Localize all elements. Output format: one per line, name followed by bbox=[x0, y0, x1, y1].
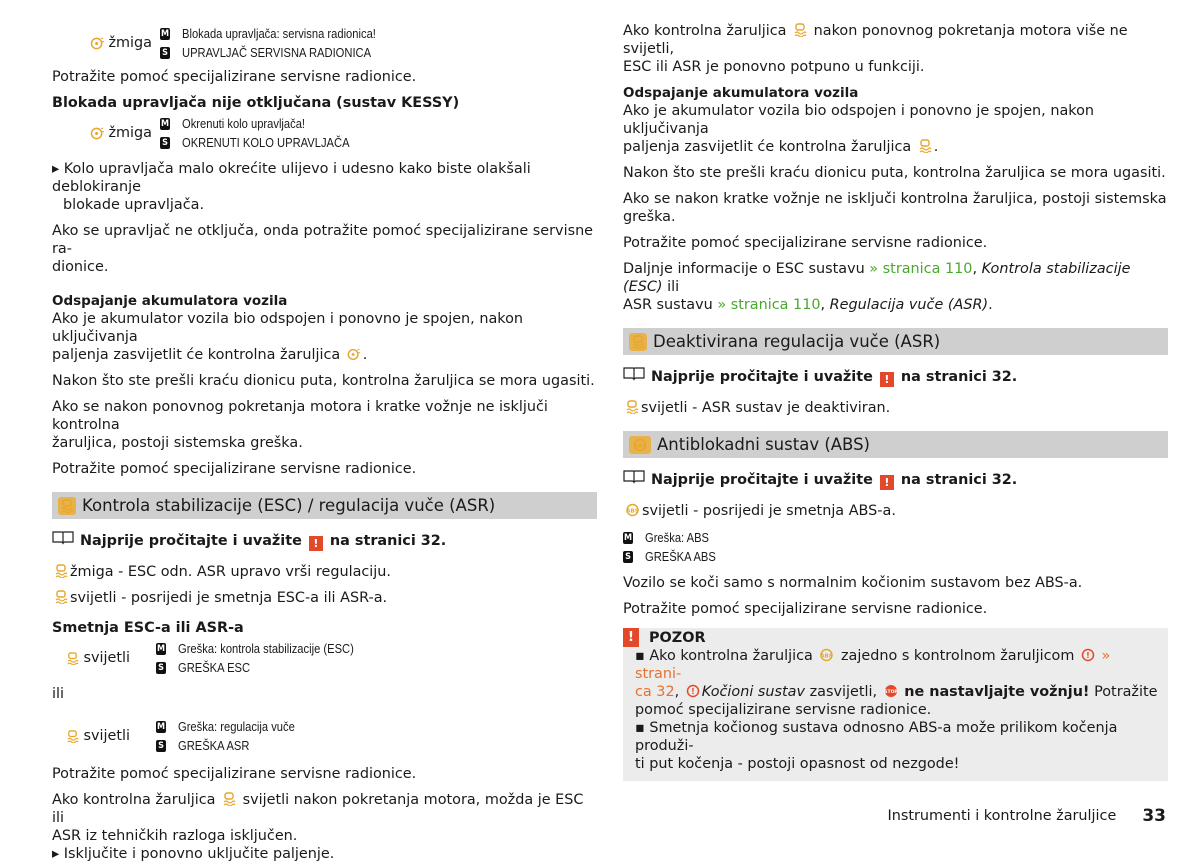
text: Ako se upravljač ne otključa, onda potražite pomoć specijalizirane servisne ra- bbox=[52, 223, 594, 257]
paragraph bbox=[623, 399, 1168, 417]
text: Ako se nakon ponovnog pokretanja motora i kratke vožnje ne isključi kontrolna bbox=[52, 399, 548, 433]
subheading-fault: Smetnja ESC-a ili ASR-a bbox=[52, 620, 244, 636]
warning-icon: ! bbox=[623, 628, 639, 647]
text: Ako kontrolna žaruljica bbox=[623, 23, 787, 39]
warning-title: POZOR bbox=[649, 629, 706, 646]
warning-item bbox=[623, 719, 1168, 773]
text: Potražite bbox=[1094, 684, 1158, 700]
subheading-kessy: Blokada upravljača nije otključana (sustav KESSY) bbox=[52, 95, 460, 111]
text: na stranici 32. bbox=[900, 369, 1018, 385]
read-first-note bbox=[52, 529, 597, 551]
esc-icon bbox=[54, 590, 68, 604]
page-link[interactable]: » strani- bbox=[635, 648, 1111, 682]
warning-header bbox=[623, 628, 1168, 647]
paragraph bbox=[52, 222, 597, 276]
steering-lock-icon bbox=[347, 348, 361, 361]
esc-icon bbox=[58, 497, 76, 515]
section-title: Kontrola stabilizacije (ESC) / regulacija vuče (ASR) bbox=[82, 496, 496, 515]
indicator-state bbox=[52, 650, 130, 666]
paragraph: Ako je akumulator vozila bio odspojen i ponovno je spojen, nakon uključivanja paljenja zasvijetlit će kontrolna žaruljica . bbox=[52, 311, 524, 363]
text: Najprije pročitajte i uvažite bbox=[651, 472, 873, 488]
text: ne nastavljajte vožnju! bbox=[904, 684, 1090, 700]
text: ASR sustavu bbox=[623, 297, 713, 313]
text: blokade upravljača. bbox=[63, 197, 205, 213]
m-badge-icon: M bbox=[623, 532, 633, 543]
right-column bbox=[623, 22, 1168, 781]
indicator-state bbox=[52, 728, 130, 744]
text: Daljnje informacije o ESC sustavu bbox=[623, 261, 865, 277]
abs-icon bbox=[625, 503, 640, 517]
indicator-state-text: žmiga bbox=[108, 125, 152, 141]
paragraph: Potražite pomoć specijalizirane servisne radionice. bbox=[623, 235, 988, 251]
read-first-note bbox=[623, 365, 1168, 387]
asr-off-icon bbox=[629, 333, 647, 351]
paragraph bbox=[623, 190, 1168, 226]
text: dionice. bbox=[52, 259, 109, 275]
esc-icon bbox=[222, 792, 236, 806]
footer-chapter-title: Instrumenti i kontrolne žaruljice bbox=[887, 808, 1117, 824]
asr-off-icon bbox=[625, 400, 639, 414]
left-column bbox=[52, 22, 597, 863]
stop-icon bbox=[884, 684, 898, 698]
read-first-note bbox=[623, 468, 1168, 490]
display-messages bbox=[156, 639, 382, 677]
message-s: OKRENUTI KOLO UPRAVLJAČA bbox=[182, 135, 350, 150]
book-icon bbox=[52, 529, 74, 545]
text: Ako je akumulator vozila bio odspojen i ponovno je spojen, nakon uključivanja bbox=[52, 311, 524, 345]
warning-icon: ! bbox=[880, 372, 894, 387]
text: nakon ponovnog pokretanja motora više ne svijetli, bbox=[623, 23, 1128, 57]
paragraph: Vozilo se koči samo s normalnim kočionim sustavom bez ABS-a. bbox=[623, 575, 1083, 591]
section-heading-abs bbox=[623, 431, 1168, 458]
text: Najprije pročitajte i uvažite bbox=[80, 533, 302, 549]
book-icon bbox=[623, 468, 645, 484]
display-messages bbox=[160, 114, 377, 152]
text: žmiga - ESC odn. ASR upravo vrši regulaciju. bbox=[70, 564, 391, 580]
message-m: Greška: kontrola stabilizacije (ESC) bbox=[178, 641, 354, 656]
message-m: Blokada upravljača: servisna radionica! bbox=[182, 26, 376, 41]
indicator-state-text: žmiga bbox=[108, 35, 152, 51]
warning-item: ▪ Ako kontrolna žaruljica zajedno s kontrolnom žaruljicom » strani- ca 32, Kočioni sustav zasvijetli, ne nastavljajte vožnju! Potražite pomoć specijalizirane servisne radionice. bbox=[635, 648, 1158, 718]
message-m: Greška: regulacija vuče bbox=[178, 719, 295, 734]
m-badge-icon: M bbox=[160, 28, 170, 39]
text: svijetli - posrijedi je smetnja ESC-a ili ASR-a. bbox=[70, 590, 388, 606]
s-badge-icon: S bbox=[160, 137, 170, 149]
abs-icon bbox=[819, 648, 834, 662]
text: svijetli - ASR sustav je deaktiviran. bbox=[641, 400, 891, 416]
esc-icon bbox=[793, 23, 807, 37]
s-badge-icon: S bbox=[156, 662, 166, 674]
text: ▸ Kolo upravljača malo okrećite ulijevo i udesno kako biste olakšali deblokiranje bbox=[52, 161, 531, 195]
s-badge-icon: S bbox=[623, 551, 633, 563]
indicator-state-text: svijetli bbox=[83, 650, 130, 666]
paragraph bbox=[52, 398, 597, 452]
page-link[interactable]: » stranica 110 bbox=[717, 297, 821, 313]
display-messages bbox=[156, 717, 314, 755]
text: svijetli - posrijedi je smetnja ABS-a. bbox=[642, 503, 896, 519]
brake-icon bbox=[686, 684, 700, 698]
paragraph bbox=[623, 502, 1168, 520]
text: ESC ili ASR je ponovno potpuno u funkciji. bbox=[623, 59, 925, 75]
steering-lock-icon bbox=[90, 37, 105, 50]
paragraph bbox=[52, 563, 597, 581]
text: na stranici 32. bbox=[900, 472, 1018, 488]
m-badge-icon: M bbox=[160, 118, 170, 129]
indicator-row-asr bbox=[52, 717, 597, 755]
text: ▪ Ako kontrolna žaruljica bbox=[635, 648, 813, 664]
page-number: 33 bbox=[1142, 806, 1166, 826]
text: ti put kočenja - postoji opasnost od nezgode! bbox=[635, 756, 960, 772]
book-icon bbox=[623, 365, 645, 381]
paragraph: Nakon što ste prešli kraću dionicu puta, kontrolna žaruljica se mora ugasiti. bbox=[623, 165, 1166, 181]
text: Kontrola stabilizacije (ESC) bbox=[623, 261, 1131, 295]
instruction-step bbox=[52, 160, 597, 214]
message-m: Greška: ABS bbox=[645, 530, 710, 545]
m-badge-icon: M bbox=[156, 643, 166, 654]
text: paljenja zasvijetlit će kontrolna žaruljica bbox=[52, 347, 341, 363]
paragraph: Potražite pomoć specijalizirane servisne radionice. bbox=[52, 461, 417, 477]
or-text: ili bbox=[52, 686, 64, 702]
text: ASR iz tehničkih razloga isključen. bbox=[52, 828, 298, 844]
indicator-state-text: svijetli bbox=[83, 728, 130, 744]
page-footer bbox=[887, 806, 1166, 826]
text: pomoć specijalizirane servisne radionice. bbox=[635, 702, 932, 718]
abs-icon bbox=[629, 436, 651, 454]
esc-icon bbox=[65, 730, 80, 743]
message-s: GREŠKA ASR bbox=[178, 738, 250, 753]
instruction-step: ▸ Isključite i ponovno uključite paljenje. bbox=[52, 846, 335, 862]
s-badge-icon: S bbox=[156, 740, 166, 752]
text: greška. bbox=[623, 209, 676, 225]
warning-box bbox=[623, 628, 1168, 781]
paragraph: Potražite pomoć specijalizirane servisne radionice. bbox=[52, 766, 417, 782]
paragraph bbox=[52, 791, 597, 863]
display-messages bbox=[160, 24, 407, 62]
esc-icon bbox=[65, 652, 80, 665]
text: ▪ Smetnja kočionog sustava odnosno ABS-a može prilikom kočenja produži- bbox=[635, 720, 1118, 754]
paragraph: Ako je akumulator vozila bio odspojen i ponovno je spojen, nakon uključivanja paljenja zasvijetlit će kontrolna žaruljica . bbox=[623, 103, 1095, 155]
brake-icon bbox=[1081, 648, 1095, 662]
text: Najprije pročitajte i uvažite bbox=[651, 369, 873, 385]
text: Ako kontrolna žaruljica bbox=[52, 792, 216, 808]
message-s: GREŠKA ABS bbox=[645, 549, 716, 564]
paragraph bbox=[623, 22, 1168, 76]
text: svijetli nakon pokretanja motora, možda je ESC ili bbox=[52, 792, 584, 826]
text: zajedno s kontrolnom žaruljicom bbox=[840, 648, 1075, 664]
section-title: Antiblokadni sustav (ABS) bbox=[657, 435, 870, 454]
indicator-row-esc bbox=[52, 639, 597, 677]
text: Ako se nakon kratke vožnje ne isključi kontrolna žaruljica, postoji sistemska bbox=[623, 191, 1167, 207]
warning-icon: ! bbox=[880, 475, 894, 490]
message-m: Okrenuti kolo upravljača! bbox=[182, 116, 306, 131]
text: , bbox=[972, 261, 982, 277]
esc-icon bbox=[918, 139, 932, 153]
paragraph bbox=[52, 589, 597, 607]
section-heading-esc-asr bbox=[52, 492, 597, 519]
section-title: Deaktivirana regulacija vuče (ASR) bbox=[653, 332, 941, 351]
text: Ako je akumulator vozila bio odspojen i ponovno je spojen, nakon uključivanja bbox=[623, 103, 1095, 137]
text: paljenja zasvijetlit će kontrolna žaruljica bbox=[623, 139, 912, 155]
esc-icon bbox=[54, 564, 68, 578]
text: Regulacija vuče (ASR) bbox=[829, 297, 989, 313]
s-badge-icon: S bbox=[160, 47, 170, 59]
indicator-row-kessy bbox=[52, 114, 597, 152]
message-s: GREŠKA ESC bbox=[178, 660, 251, 675]
section-heading-asr-off bbox=[623, 328, 1168, 355]
text: zasvijetli, bbox=[809, 684, 878, 700]
page-link[interactable]: » stranica 110 bbox=[869, 261, 973, 277]
text: na stranici 32. bbox=[329, 533, 447, 549]
m-badge-icon: M bbox=[156, 721, 166, 732]
warning-icon: ! bbox=[309, 536, 323, 551]
paragraph: Potražite pomoć specijalizirane servisne radionice. bbox=[623, 601, 988, 617]
paragraph: Potražite pomoć specijalizirane servisne radionice. bbox=[52, 69, 417, 85]
indicator-state bbox=[52, 35, 152, 51]
page-link[interactable]: ca 32 bbox=[635, 684, 675, 700]
subheading-battery: Odspajanje akumulatora vozila bbox=[623, 85, 859, 101]
text: ili bbox=[662, 279, 680, 295]
text: Kočioni sustav bbox=[701, 684, 806, 700]
paragraph: Daljnje informacije o ESC sustavu » stranica 110, Kontrola stabilizacije (ESC) ili ASR sustavu » stranica 110, Regulacija vuče (ASR). bbox=[623, 261, 1131, 313]
text: žaruljica, postoji sistemska greška. bbox=[52, 435, 303, 451]
text: , bbox=[820, 297, 830, 313]
indicator-state bbox=[52, 125, 152, 141]
display-messages bbox=[623, 528, 1168, 566]
paragraph: Nakon što ste prešli kraću dionicu puta, kontrolna žaruljica se mora ugasiti. bbox=[52, 373, 595, 389]
subheading-battery: Odspajanje akumulatora vozila bbox=[52, 293, 288, 309]
indicator-row-steering-lock bbox=[52, 24, 597, 62]
message-s: UPRAVLJAČ SERVISNA RADIONICA bbox=[182, 45, 372, 60]
steering-lock-icon bbox=[90, 127, 105, 140]
